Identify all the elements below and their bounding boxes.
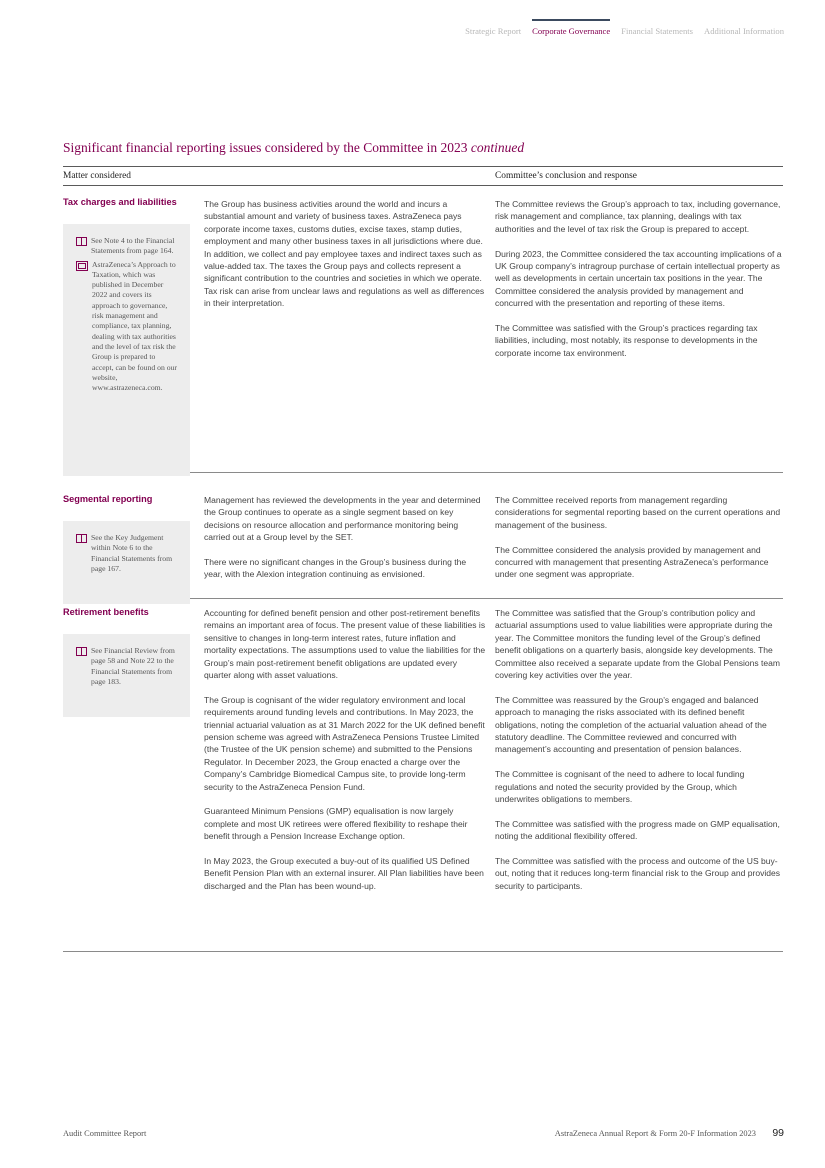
tab-financial-statements[interactable]: Financial Statements <box>621 26 694 36</box>
book-icon <box>76 647 87 656</box>
reference-text: See the Key Judgement within Note 6 to the Financial Statements from page 167. <box>91 533 173 573</box>
paragraph: The Committee received reports from management regarding considerations for segmental reporting based on the current operations and management of the business. <box>495 495 781 530</box>
reference-text: See Note 4 to the Financial Statements from page 164. <box>91 236 175 256</box>
paragraph: In May 2023, the Group executed a buy-out of its qualified US Defined Benefit Pension Plan with an external insurer. All Plan liabilities have been discharged and the Plan has been wound-up. <box>204 856 484 891</box>
footer-report-title: AstraZeneca Annual Report & Form 20-F Information 2023 <box>554 1129 756 1138</box>
issues-table <box>63 166 783 952</box>
section-title <box>63 140 524 156</box>
reference-note-6 <box>76 533 178 574</box>
paragraph: Guaranteed Minimum Pensions (GMP) equalisation is now largely complete and most UK retirees were offered flexibility to reshape their benefit through a Pension Increase Exchange option. <box>204 806 468 842</box>
top-navigation <box>465 20 784 36</box>
reference-box-retirement <box>63 634 190 717</box>
row-label-segmental: Segmental reporting <box>63 494 153 504</box>
page-number: 99 <box>772 1127 784 1139</box>
paragraph: There were no significant changes in the Group’s business during the year, with the Alexion integration continuing as envisioned. <box>204 557 467 580</box>
paragraph: Accounting for defined benefit pension and other post-retirement benefits remains an important area of focus. The present value of these liabilities is sensitive to changes in long-term interest rates, future inflation and mortality expectations. The assumptions used to value the liabilities for the Group’s main post-retirement benefit obligations are updated every quarter along with asset valuations. <box>204 608 486 681</box>
table-row-tax <box>63 186 783 473</box>
row-label-tax: Tax charges and liabilities <box>63 197 177 207</box>
header-matter-considered: Matter considered <box>63 171 131 181</box>
section-title-suffix: continued <box>470 140 525 155</box>
book-icon <box>76 237 87 246</box>
tab-additional-information[interactable]: Additional Information <box>704 26 784 36</box>
paragraph: During 2023, the Committee considered the tax accounting implications of a UK Group company’s intragroup purchase of certain intellectual property as well as developments in certain uncertain tax positions in the year. The Committee considered the analysis provided by management and concurred with the presentation and reporting of these items. <box>495 248 782 309</box>
section-title-text: Significant financial reporting issues considered by the Committee in 2023 <box>63 140 468 155</box>
tab-corporate-governance[interactable]: Corporate Governance <box>532 20 610 36</box>
footer-section-name: Audit Committee Report <box>63 1129 147 1138</box>
paragraph: The Committee was satisfied with the Group’s practices regarding tax liabilities, including, most notably, its response to developments in the corporate income tax environment. <box>495 323 758 358</box>
matter-text-retirement <box>204 607 486 892</box>
reference-text: See Financial Review from page 58 and Note 22 to the Financial Statements from page 183. <box>91 646 175 686</box>
paragraph: The Committee is cognisant of the need to adhere to local funding regulations and noted the security provided by the Group, which underwrites obligations to members. <box>495 769 745 805</box>
table-row-retirement <box>63 599 783 952</box>
tab-strategic-report[interactable]: Strategic Report <box>465 26 522 36</box>
matter-text-tax <box>204 198 486 310</box>
website-icon <box>76 261 88 271</box>
reference-tax-approach <box>76 260 178 394</box>
conclusion-text-segmental <box>495 494 783 581</box>
paragraph: The Committee was satisfied with the process and outcome of the US buy-out, noting that it reduces long-term financial risk to the Group and provides security to participants. <box>495 856 781 891</box>
row-label-retirement: Retirement benefits <box>63 607 149 617</box>
paragraph: The Group is cognisant of the wider regulatory environment and local requirements around funding levels and contributions. In May 2023, the triennial actuarial valuation as at 31 March 2022 for the UK defined benefit pension scheme was agreed with AstraZeneca Pensions Trustee Limited (the Trustee of the UK pension scheme) and submitted to the Pensions Regulator. In December 2023, the Group enacted a charge over the Company’s Cambridge Biomedical Campus site, to provide long-term security to the AstraZeneca Pension Fund. <box>204 694 485 792</box>
reference-box-tax <box>63 224 190 476</box>
paragraph: The Committee was satisfied that the Group’s contribution policy and actuarial assumptions used to value liabilities were appropriate during the year. The Committee monitors the funding level of the Group’s defined benefit obligations on a quarterly basis, alongside key developments. The Committee also received a separate update from the Global Pensions team covering key activities over the year. <box>495 608 781 681</box>
conclusion-text-retirement <box>495 607 783 892</box>
header-committee-conclusion: Committee’s conclusion and response <box>495 171 637 181</box>
matter-text-segmental <box>204 494 486 581</box>
reference-text: AstraZeneca’s Approach to Taxation, which was published in December 2022 and covers its approach to governance, risk management and compliance, tax planning, dealing with tax authorities and the level of tax risk the Group is prepared to accept, can be found on our website, www.astrazeneca.com. <box>92 259 177 393</box>
conclusion-text-tax <box>495 198 783 359</box>
table-header <box>63 166 783 186</box>
paragraph: The Committee was satisfied with the progress made on GMP equalisation, noting the additional flexibility offered. <box>495 818 780 842</box>
paragraph: The Committee considered the analysis provided by management and concurred with management that presenting AstraZeneca’s performance under one segment was appropriate. <box>495 544 769 580</box>
paragraph: Management has reviewed the developments in the year and determined the Group continues to operate as a single segment based on key decisions on resource allocation and performance monitoring being carried out at a Group level by the SET. <box>204 495 481 543</box>
book-icon <box>76 534 87 543</box>
reference-box-segmental <box>63 521 190 604</box>
paragraph: The Group has business activities around the world and incurs a substantial amount and variety of business taxes. AstraZeneca pays corporate income taxes, customs duties, excise taxes, stamp duties, employment and many other business taxes in all jurisdictions where due. In addition, we collect and pay employee taxes and indirect taxes such as value-added tax. The taxes the Group pays and collects represent a significant contribution to the countries and societies in which we operate. Tax risk can arise from unclear laws and regulations as well as differences in their interpretation. <box>204 199 485 309</box>
reference-financial-review <box>76 646 178 687</box>
paragraph: The Committee reviews the Group’s approach to tax, including governance, risk management and compliance, tax planning, dealings with tax authorities and the level of tax risk the Group is prepared to accept. <box>495 199 781 234</box>
paragraph: The Committee was reassured by the Group’s engaged and balanced approach to managing the risks associated with its defined benefit obligations, noting the completion of the actuarial valuation ahead of the statutory deadline. The Committee reviewed and concurred with management’s accounting and presentation of pension balances. <box>495 694 767 755</box>
table-row-segmental <box>63 473 783 599</box>
reference-note-4 <box>76 236 178 257</box>
